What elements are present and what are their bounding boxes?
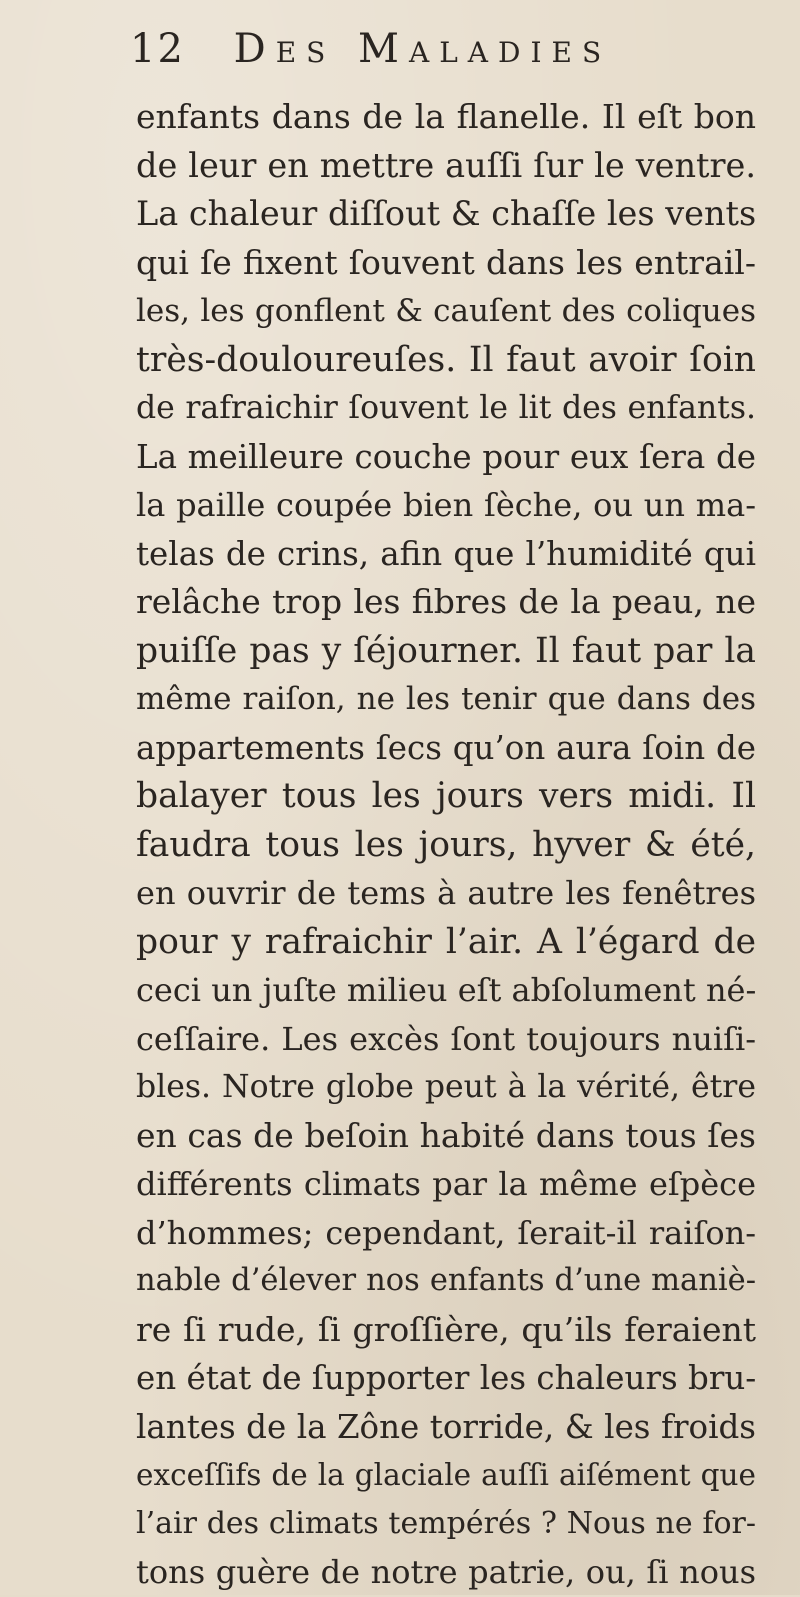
text-line: tons guère de notre patrie, ou, ſi nous [136,1553,756,1591]
text-line: lantes de la Zône torride, & les froids [136,1407,756,1446]
text-line: ceſſaire. Les excès ſont toujours nuiſi- [136,1019,756,1058]
text-line: exceſſifs de la glaciale auſſi aiſément que [136,1458,756,1492]
text-line: l’air des climats tempérés ? Nous ne for- [136,1505,756,1541]
text-line: enfants dans de la flanelle. Il eſt bon [136,97,756,136]
text-line: re ſi rude, ſi groſſière, qu’ils feraient [136,1309,756,1349]
running-title: Des Maladies [233,26,612,72]
text-line: faudra tous les jours, hyver & été, [136,824,756,865]
text-line: de rafraichir ſouvent le lit des enfants. [136,390,756,426]
text-line: La meilleure couche pour eux ſera de [136,437,756,476]
text-line: différents climats par la même eſpèce [136,1165,756,1203]
text-line: bles. Notre globe peut à la vérité, être [136,1069,756,1105]
text-line: d’hommes; cependant, ſerait-il raiſon- [136,1213,756,1252]
text-line: très-douloureuſes. Il faut avoir ſoin [136,339,756,380]
text-line: la paille coupée bien ſèche, ou un ma- [136,486,756,524]
text-line: puiſſe pas y ſéjourner. Il faut par la [136,630,756,671]
page-header [130,26,690,86]
text-line: les, les gonflent & cauſent des coliques [136,293,756,329]
text-line: en état de ſupporter les chaleurs bru- [136,1359,757,1397]
text-line: en ouvrir de tems à autre les fenêtres [136,874,756,912]
text-line: ceci un juſte milieu eſt abſolument né- [136,971,757,1009]
text-line: La chaleur diſſout & chaſſe les vents [136,194,757,233]
text-line: qui ſe fixent ſouvent dans les entrail- [136,242,756,282]
text-line: nable d’élever nos enfants d’une maniè- [136,1263,756,1298]
text-line: en cas de beſoin habité dans tous ſes [136,1115,756,1155]
text-line: pour y rafraichir l’air. A l’égard de [136,921,756,962]
text-line: telas de crins, afin que l’humidité qui [136,534,756,573]
text-line: balayer tous les jours vers midi. Il [136,776,756,816]
text-line: de leur en mettre auſſi ſur le ventre. [136,145,756,185]
body-text [136,93,756,1597]
text-line: appartements ſecs qu’on aura ſoin de [136,728,756,767]
text-line: relâche trop les fibres de la peau, ne [136,582,756,621]
page-number: 12 [130,26,185,72]
text-line: même raiſon, ne les tenir que dans des [136,681,756,717]
